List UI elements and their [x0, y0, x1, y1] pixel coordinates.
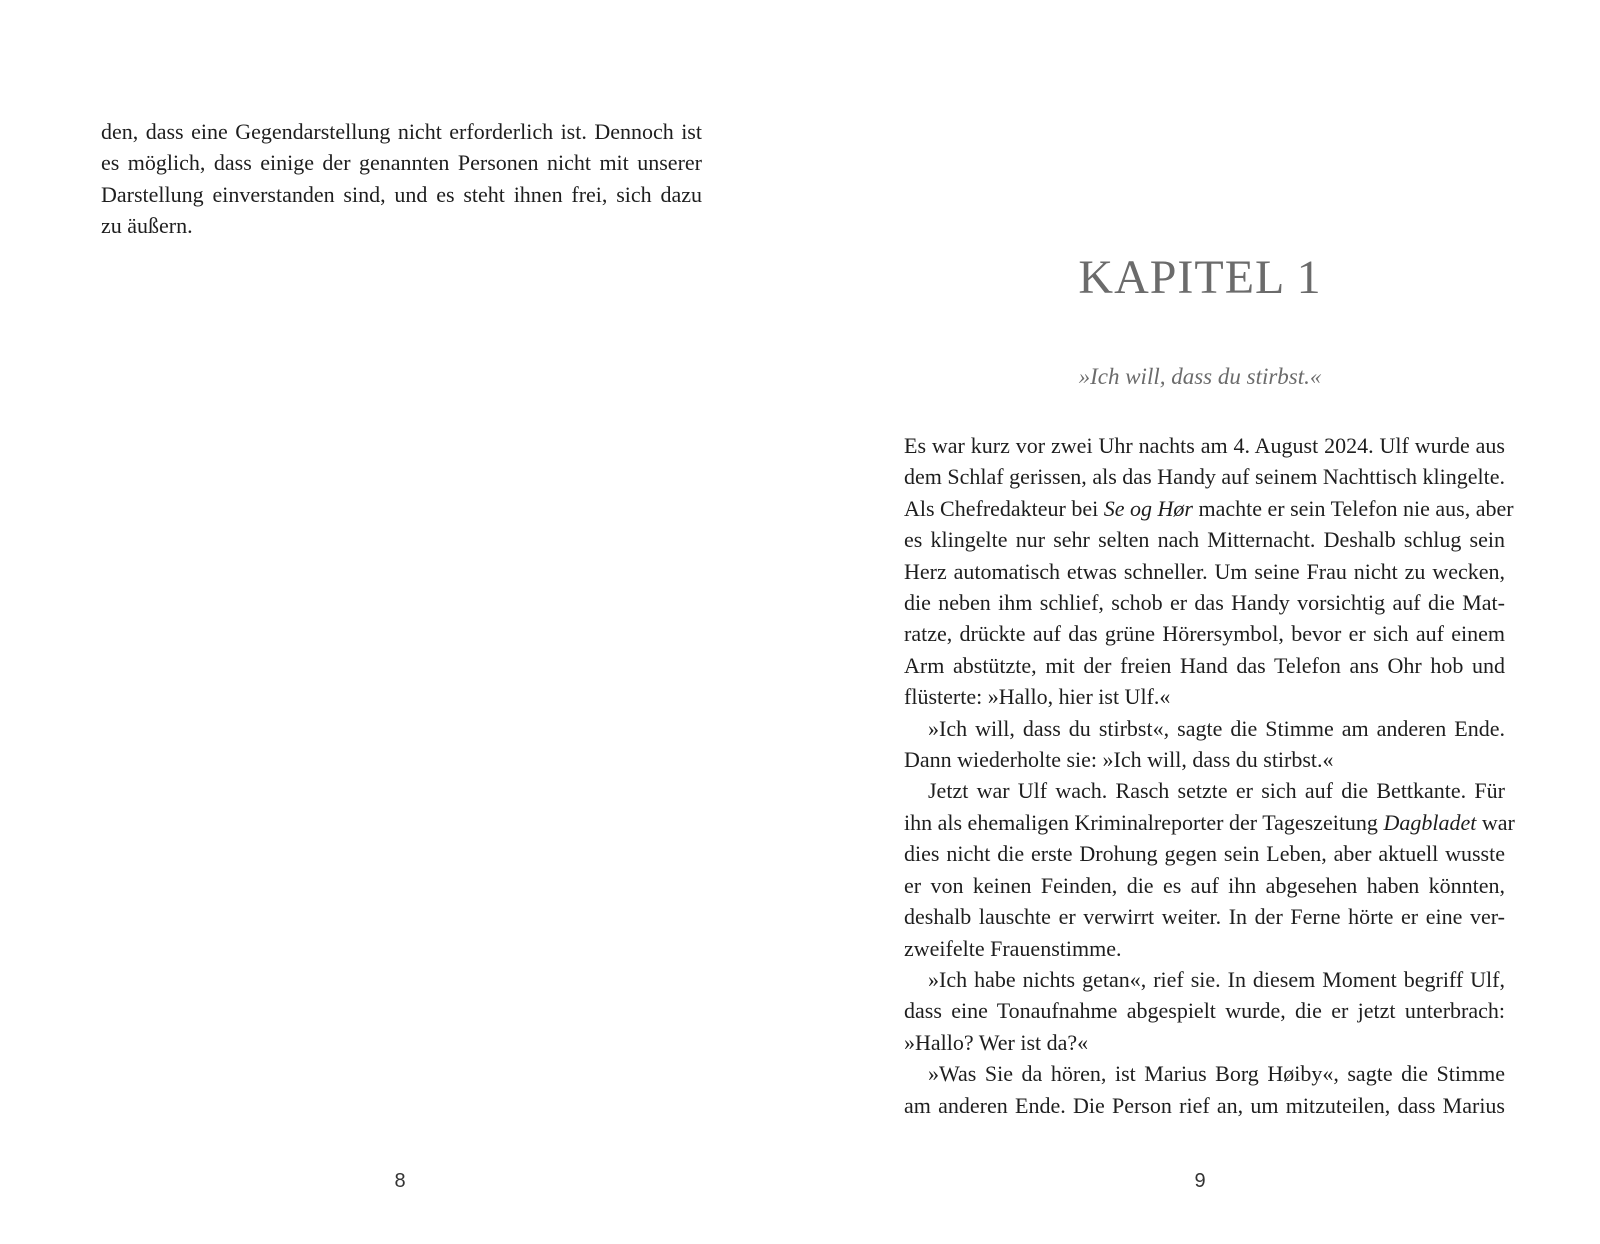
- text-line: es klingelte nur sehr selten nach Mitternacht. Deshalb schlug sein: [904, 527, 1505, 553]
- text-line: Es war kurz vor zwei Uhr nachts am 4. August 2024. Ulf wurde aus: [904, 433, 1505, 458]
- page-number: 8: [394, 1170, 406, 1192]
- text-line: es möglich, dass einige der genannten Personen nicht mit unserer: [101, 150, 702, 176]
- text-line: deshalb lauschte er verwirrt weiter. In der Ferne hörte er eine ver-: [904, 904, 1505, 930]
- text-line: »Ich will, dass du stirbst«, sagte die Stimme am anderen Ende.: [928, 715, 1505, 741]
- text-line: Jetzt war Ulf wach. Rasch setzte er sich auf die Bettkante. Für: [928, 778, 1505, 804]
- text-line: »Hallo? Wer ist da?«: [904, 1029, 1089, 1055]
- text-line: »Ich habe nichts getan«, rief sie. In diesem Moment begriff Ulf,: [928, 966, 1505, 992]
- epigraph: »Ich will, dass du stirbst.«: [1078, 364, 1322, 389]
- text-line: er von keinen Feinden, die es auf ihn abgesehen haben könnten,: [904, 872, 1505, 898]
- text-segment: war: [1476, 809, 1515, 835]
- text-segment: machte er sein Telefon nie aus, aber: [1192, 495, 1514, 521]
- text-line: dass eine Tonaufnahme abgespielt wurde, die er jetzt unterbrach:: [904, 998, 1505, 1024]
- right-page: [800, 0, 1600, 1244]
- newspaper-title: Dagbladet: [1383, 809, 1477, 835]
- text-line: dem Schlaf gerissen, als das Handy auf seinem Nachttisch klingelte.: [904, 464, 1505, 490]
- magazine-title: Se og Hør: [1103, 495, 1193, 521]
- page-number: 9: [1194, 1170, 1206, 1192]
- text-line: ratze, drückte auf das grüne Hörersymbol, bevor er sich auf einem: [904, 621, 1505, 647]
- text-line: am anderen Ende. Die Person rief an, um mitzuteilen, dass Marius: [904, 1092, 1505, 1118]
- text-line: flüsterte: »Hallo, hier ist Ulf.«: [904, 684, 1171, 710]
- text-line: die neben ihm schlief, schob er das Handy vorsichtig auf die Mat-: [904, 590, 1505, 616]
- text-line: [904, 807, 1515, 838]
- text-line: zweifelte Frauenstimme.: [904, 935, 1122, 961]
- text-segment: ihn als ehemaligen Kriminalreporter der Tageszeitung: [904, 809, 1384, 835]
- chapter-body-text: [904, 430, 1515, 1121]
- text-line: [904, 493, 1514, 524]
- text-line: den, dass eine Gegendarstellung nicht erforderlich ist. Dennoch ist: [101, 119, 702, 144]
- text-line: »Was Sie da hören, ist Marius Borg Høiby«, sagte die Stimme: [928, 1061, 1505, 1087]
- text-line: Darstellung einverstanden sind, und es steht ihnen frei, sich dazu: [101, 181, 702, 207]
- text-line: Arm abstützte, mit der freien Hand das Telefon ans Ohr hob und: [904, 652, 1505, 678]
- text-line: Herz automatisch etwas schneller. Um seine Frau nicht zu wecken,: [904, 558, 1505, 584]
- left-page-text: [101, 116, 702, 242]
- text-segment: Als Chefredakteur bei: [904, 495, 1104, 521]
- text-line: dies nicht die erste Drohung gegen sein Leben, aber aktuell wusste: [904, 841, 1505, 867]
- text-line: Dann wiederholte sie: »Ich will, dass du stirbst.«: [904, 747, 1334, 773]
- chapter-title: KAPITEL 1: [1078, 251, 1322, 304]
- text-line: zu äußern.: [101, 213, 193, 239]
